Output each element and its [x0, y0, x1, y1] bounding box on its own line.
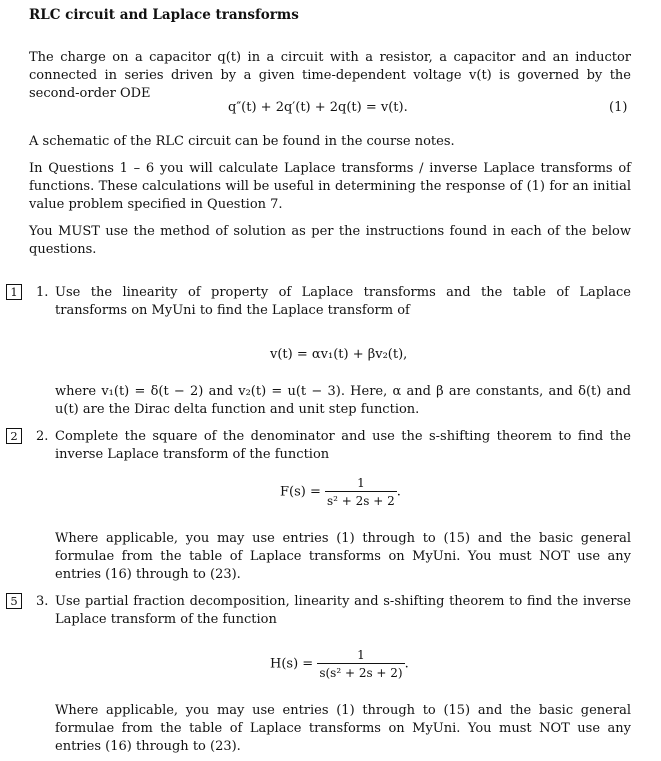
question-text-q1: Use the linearity of property of Laplace transforms and the table of Laplace transforms on MyUni to find the Laplace transform of [55, 285, 631, 318]
document-title: RLC circuit and Laplace transforms [29, 7, 299, 23]
intro-paragraph-1: The charge on a capacitor q(t) in a circuit with a resistor, a capacitor and an inductor connected in series driven by a given time-dependent voltage v(t) is governed by the second-order ODE [29, 50, 631, 101]
question-after-q2: Where applicable, you may use entries (1) through to (15) and the basic general formulae from the table of Laplace transforms on MyUni. You must NOT use any entries (16) through to (23). [55, 531, 631, 582]
ode-equation-number: (1) [609, 100, 628, 115]
intro-paragraph-2: A schematic of the RLC circuit can be found in the course notes. [29, 134, 455, 149]
question-text-q2: Complete the square of the denominator and use the s-shifting theorem to find the inverse Laplace transform of the function [55, 429, 631, 462]
fraction-q2 [325, 476, 397, 508]
fraction-denominator-q3: s(s² + 2s + 2) [317, 663, 404, 680]
fraction-denominator-q2: s² + 2s + 2 [325, 491, 397, 508]
marks-box-q2: 2 [6, 428, 22, 444]
fraction-numerator-q3: 1 [357, 648, 365, 662]
ode-equation: q″(t) + 2q′(t) + 2q(t) = v(t). [228, 100, 408, 115]
question-number-q2: 2. [36, 429, 49, 444]
question-number-q3: 3. [36, 594, 49, 609]
marks-box-q3: 5 [6, 593, 22, 609]
equation-lhs-q3: H(s) = [270, 656, 314, 672]
fraction-numerator-q2: 1 [357, 476, 365, 490]
intro-paragraph-3: In Questions 1 – 6 you will calculate Laplace transforms / inverse Laplace transforms of functions. These calculations will be useful in determining the response of (1) for an initial value problem specified in Question 7. [29, 161, 631, 212]
question-text-q3: Use partial fraction decomposition, linearity and s-shifting theorem to find the inverse Laplace transform of the function [55, 594, 631, 627]
equation-lhs-q2: F(s) = [280, 484, 321, 500]
question-number-q1: 1. [36, 285, 49, 300]
equation-q1: v(t) = αv₁(t) + βv₂(t), [270, 347, 408, 362]
question-after-q1: where v₁(t) = δ(t − 2) and v₂(t) = u(t − 3). Here, α and β are constants, and δ(t) and u(t) are the Dirac delta function and unit step function. [55, 384, 631, 417]
intro-paragraph-4: You MUST use the method of solution as per the instructions found in each of the below questions. [29, 224, 631, 257]
marks-box-q1: 1 [6, 284, 22, 300]
equation-q2: F(s) = $\frac{1}{\text{s² + 2s + 2}}$ . [280, 476, 401, 508]
equation-q3: H(s) = $\frac{1}{\text{s(s² + 2s + 2)}}$ . [270, 648, 409, 680]
question-after-q3: Where applicable, you may use entries (1) through to (15) and the basic general formulae from the table of Laplace transforms on MyUni. You must NOT use any entries (16) through to (23). [55, 703, 631, 754]
fraction-q3 [317, 648, 404, 680]
